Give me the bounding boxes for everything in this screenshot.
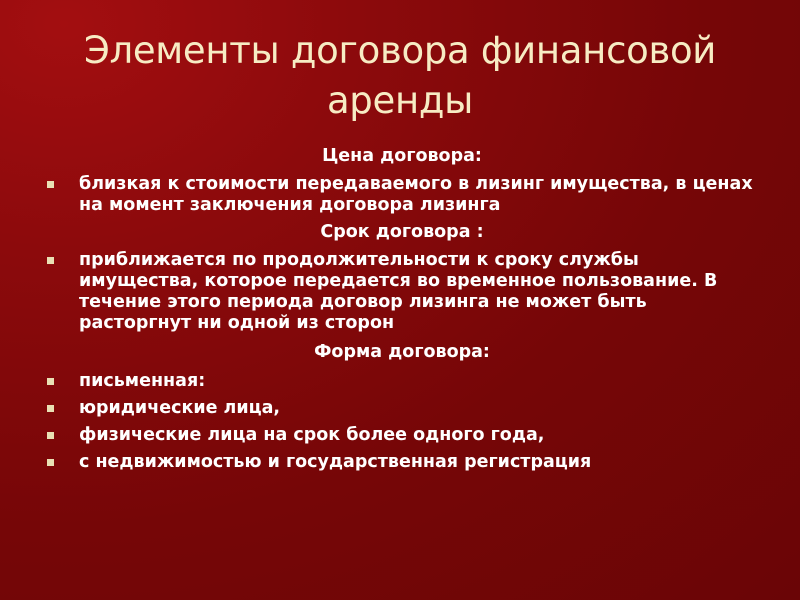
bullet-text: с недвижимостью и государственная регистрация	[79, 452, 592, 472]
section-heading-form: Форма договора:	[314, 342, 490, 362]
square-bullet-icon	[47, 257, 54, 264]
bullet-item-form-individuals	[44, 425, 760, 446]
section-heading-term: Срок договора :	[320, 222, 484, 242]
bullet-text: юридические лица,	[79, 398, 281, 418]
bullet-text: письменная:	[79, 371, 206, 391]
square-bullet-icon	[47, 432, 54, 439]
bullet-text: физические лица на срок более одного года,	[79, 425, 545, 445]
bullet-text: приближается по продолжительности к сроку службы имущества, которое передается во временное пользование. В течение этого периода договор лизинга не может быть расторгнут ни одной из сторон	[79, 250, 718, 333]
bullet-item-form-legal-entities	[44, 398, 760, 419]
square-bullet-icon	[47, 378, 54, 385]
square-bullet-icon	[47, 459, 54, 466]
slide-title: Элементы договора финансовой аренды	[83, 29, 717, 122]
slide-body	[44, 146, 760, 473]
bullet-item-term	[44, 250, 760, 334]
bullet-item-price	[44, 174, 760, 216]
bullet-item-form-real-estate	[44, 452, 760, 473]
section-heading-price: Цена договора:	[322, 146, 482, 166]
bullet-item-form-written	[44, 371, 760, 392]
bullet-text: близкая к стоимости передаваемого в лизинг имущества, в ценах на момент заключения договора лизинга	[79, 174, 753, 215]
square-bullet-icon	[47, 405, 54, 412]
square-bullet-icon	[47, 181, 54, 188]
